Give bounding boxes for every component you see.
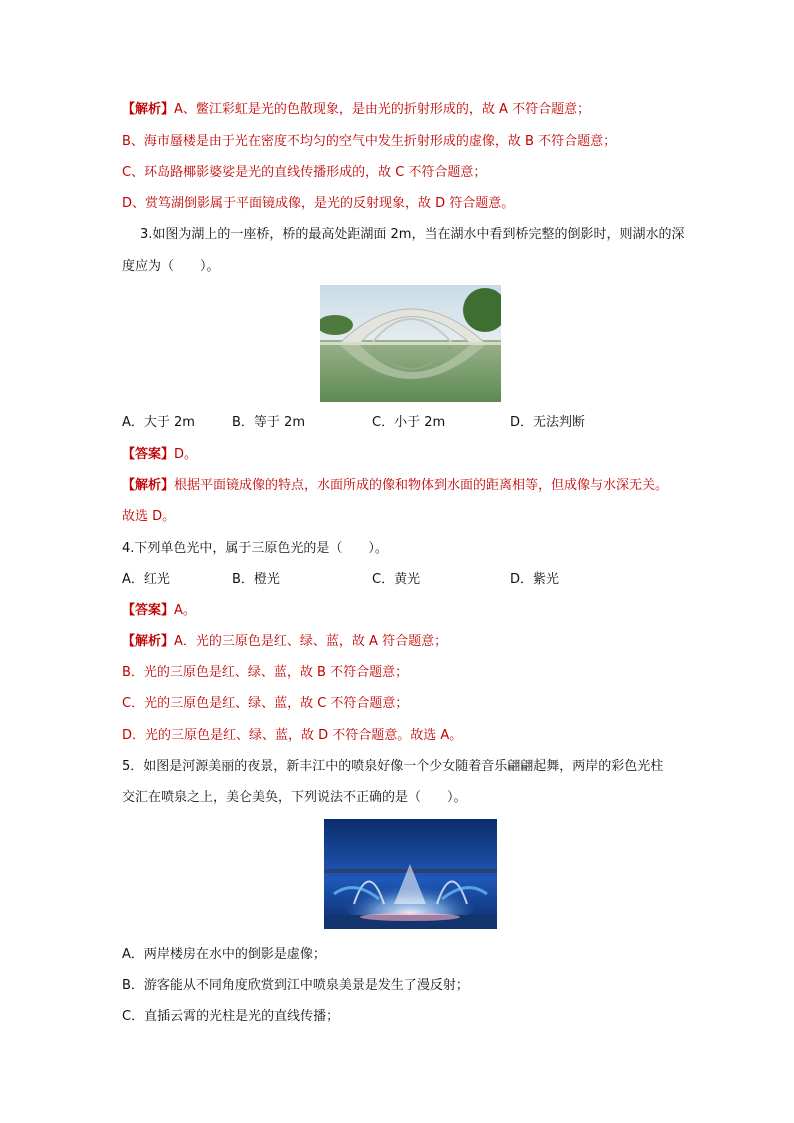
bridge-photo-icon [320, 285, 501, 402]
question-4-stem: 4.下列单色光中，属于三原色光的是（ ）。 [122, 541, 388, 556]
question-4-analysis-a [122, 633, 447, 651]
bridge-image [320, 285, 501, 402]
question-3-option-a: A．大于 2m [122, 415, 195, 430]
analysis-line-b: B、海市蜃楼是由于光在密度不均匀的空气中发生折射形成的虚像，故 B 不符合题意； [122, 134, 617, 149]
question-4-option-d: D．紫光 [510, 572, 560, 587]
analysis-tag: 【解析】 [122, 478, 175, 493]
question-3-conclusion: 故选 D。 [122, 509, 176, 524]
question-5-stem-line2: 交汇在喷泉之上，美仑美奂，下列说法不正确的是（ ）。 [122, 790, 467, 805]
answer-tag: 【答案】 [122, 603, 175, 618]
analysis-line-d: D、赏笃湖倒影属于平面镜成像，是光的反射现象，故 D 符合题意。 [122, 196, 515, 211]
analysis-tag: 【解析】 [122, 634, 175, 649]
question-3-answer [122, 446, 197, 464]
question-5-option-b: B．游客能从不同角度欣赏到江中喷泉美景是发生了漫反射； [122, 978, 469, 993]
analysis-text: 根据平面镜成像的特点，水面所成的像和物体到水面的距离相等，但成像与水深无关。 [174, 478, 669, 493]
answer-tag: 【答案】 [122, 447, 175, 462]
question-3-stem-line1: 3.如图为湖上的一座桥，桥的最高处距湖面 2m，当在湖水中看到桥完整的倒影时，则湖水的深 [140, 227, 685, 242]
question-5-stem-line1: 5．如图是河源美丽的夜景，新丰江中的喷泉好像一个少女随着音乐翩翩起舞，两岸的彩色光柱 [122, 759, 664, 774]
question-4-option-c: C．黄光 [372, 572, 421, 587]
question-4-option-a: A．红光 [122, 572, 170, 587]
analysis-text: A、鳖江彩虹是光的色散现象，是由光的折射形成的，故 A 不符合题意； [174, 102, 591, 117]
question-4-analysis-c: C．光的三原色是红、绿、蓝，故 C 不符合题意； [122, 696, 409, 711]
question-5-option-c: C．直插云霄的光柱是光的直线传播； [122, 1009, 340, 1024]
question-3-option-c: C．小于 2m [372, 415, 446, 430]
question-5-option-a: A．两岸楼房在水中的倒影是虚像； [122, 947, 326, 962]
answer-text: D。 [174, 447, 198, 462]
analysis-tag: 【解析】 [122, 102, 175, 117]
question-4-option-b: B．橙光 [232, 572, 280, 587]
question-3-option-d: D．无法判断 [510, 415, 586, 430]
fountain-image [324, 819, 497, 929]
analysis-line-a [122, 101, 590, 119]
fountain-photo-icon [324, 819, 497, 929]
analysis-text: A．光的三原色是红、绿、蓝，故 A 符合题意； [174, 634, 448, 649]
question-3-analysis [122, 477, 668, 495]
analysis-line-c: C、环岛路椰影婆娑是光的直线传播形成的，故 C 不符合题意； [122, 165, 487, 180]
answer-text: A。 [174, 603, 196, 618]
question-4-analysis-d: D．光的三原色是红、绿、蓝，故 D 不符合题意。故选 A。 [122, 728, 463, 743]
question-4-analysis-b: B．光的三原色是红、绿、蓝，故 B 不符合题意； [122, 665, 409, 680]
question-4-answer [122, 602, 196, 620]
question-3-option-b: B．等于 2m [232, 415, 305, 430]
question-3-stem-line2: 度应为（ ）。 [122, 259, 220, 274]
